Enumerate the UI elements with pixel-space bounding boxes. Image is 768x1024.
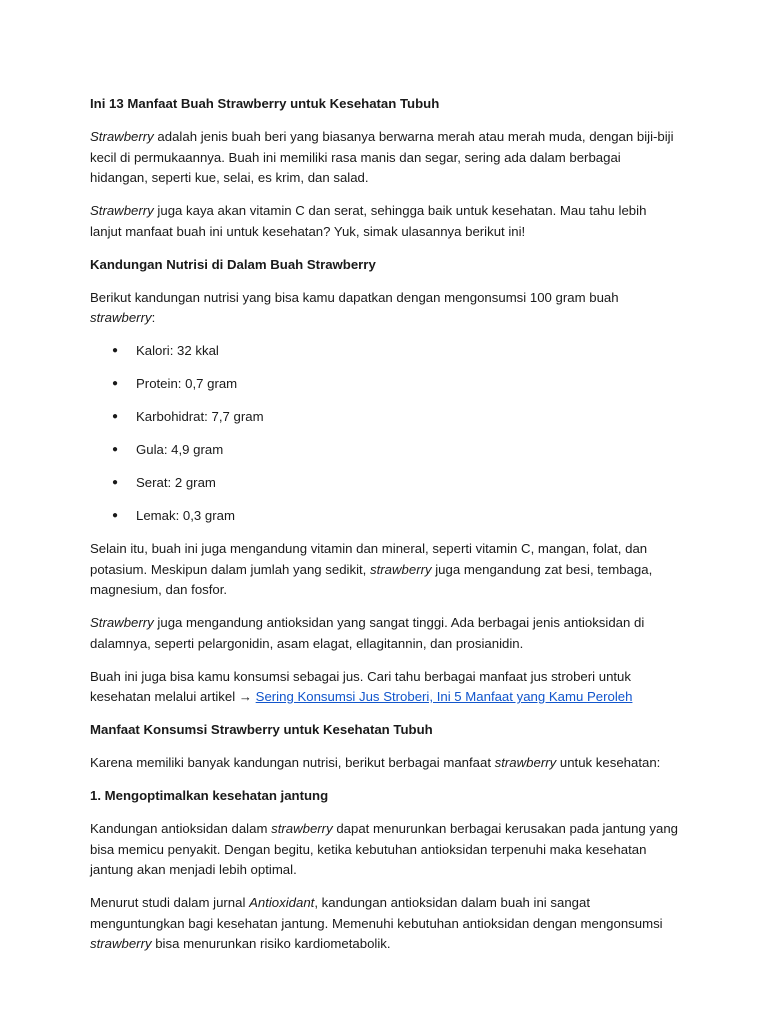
term-strawberry: strawberry bbox=[271, 821, 333, 836]
benefit-text: , kandungan antioksidan dalam buah ini sangat menguntungkan bagi kesehatan jantung. Memenuhi kebutuhan antioksidan dengan mengonsumsi bbox=[90, 895, 663, 931]
list-item bbox=[90, 341, 678, 362]
term-strawberry: strawberry bbox=[494, 755, 557, 770]
benefits-lead-end: untuk kesehatan: bbox=[556, 755, 661, 770]
list-item-text: Lemak: 0,3 gram bbox=[136, 508, 235, 523]
benefit-text: Menurut studi dalam jurnal bbox=[90, 895, 250, 910]
benefit-text: bisa menurunkan risiko kardiometabolik. bbox=[151, 936, 391, 951]
nutrition-lead bbox=[90, 288, 678, 329]
benefit-1-paragraph-2 bbox=[90, 893, 678, 955]
article-link[interactable]: Sering Konsumsi Jus Stroberi, Ini 5 Manfaat yang Kamu Peroleh bbox=[255, 689, 633, 704]
list-item-text: Serat: 2 gram bbox=[136, 475, 216, 490]
term-strawberry: strawberry bbox=[370, 561, 432, 577]
bullet-icon: ● bbox=[112, 345, 119, 356]
term-strawberry: Strawberry bbox=[90, 129, 154, 144]
bullet-icon: ● bbox=[112, 477, 119, 488]
list-item-text: Gula: 4,9 gram bbox=[136, 442, 224, 457]
nutrition-list bbox=[90, 341, 678, 527]
antioxidant-paragraph bbox=[90, 613, 678, 654]
list-item bbox=[90, 407, 678, 428]
benefit-heading-1: 1. Mengoptimalkan kesehatan jantung bbox=[90, 788, 329, 803]
section-heading-nutrition: Kandungan Nutrisi di Dalam Buah Strawberry bbox=[90, 256, 376, 272]
bullet-icon: ● bbox=[112, 444, 119, 455]
juice-text: Buah ini juga bisa kamu konsumsi sebagai jus. Cari tahu berbagai manfaat jus stroberi untuk kesehatan melalui artikel → bbox=[90, 668, 631, 704]
list-item-text: Protein: 0,7 gram bbox=[136, 376, 238, 391]
list-item bbox=[90, 506, 678, 527]
minerals-text-end: juga mengandung zat besi, tembaga, magnesium, dan fosfor. bbox=[90, 561, 653, 597]
antioxidant-text: juga mengandung antioksidan yang sangat tinggi. Ada berbagai jenis antioksidan di dalamnya, seperti pelargonidin, asam elagat, ellagitannin, dan prosianidin. bbox=[90, 615, 645, 651]
list-item bbox=[90, 374, 678, 395]
list-item-text: Karbohidrat: 7,7 gram bbox=[136, 409, 264, 424]
term-strawberry: Strawberry bbox=[90, 203, 154, 218]
bullet-icon: ● bbox=[112, 378, 119, 389]
bullet-icon: ● bbox=[112, 411, 119, 422]
intro-paragraph-2-text: juga kaya akan vitamin C dan serat, sehingga baik untuk kesehatan. Mau tahu lebih lanjut manfaat buah ini untuk kesehatan? Yuk, simak ulasannya berikut ini! bbox=[90, 203, 647, 239]
section-heading-benefits: Manfaat Konsumsi Strawberry untuk Kesehatan Tubuh bbox=[90, 722, 433, 737]
list-item bbox=[90, 440, 678, 461]
benefit-1-paragraph-1 bbox=[90, 819, 678, 881]
minerals-text: Selain itu, buah ini juga mengandung vitamin dan mineral, seperti vitamin C, mangan, folat, dan potasium. Meskipun dalam jumlah yang sedikit, bbox=[90, 541, 648, 577]
benefit-text: dapat menurunkan berbagai kerusakan pada jantung yang bisa memicu penyakit. Dengan begitu, ketika kebutuhan antioksidan terpenuhi maka kesehatan jantung akan menjadi lebih optimal. bbox=[90, 821, 679, 877]
page-title: Ini 13 Manfaat Buah Strawberry untuk Kesehatan Tubuh bbox=[90, 96, 440, 111]
term-strawberry: Strawberry bbox=[90, 615, 154, 630]
benefits-lead bbox=[90, 753, 678, 774]
nutrition-lead-text: Berikut kandungan nutrisi yang bisa kamu dapatkan dengan mengonsumsi 100 gram buah bbox=[90, 289, 619, 305]
term-strawberry: strawberry bbox=[90, 936, 152, 951]
benefits-lead-text: Karena memiliki banyak kandungan nutrisi, berikut berbagai manfaat bbox=[90, 755, 495, 770]
intro-paragraph-1-text: adalah jenis buah beri yang biasanya berwarna merah atau merah muda, dengan biji-biji kecil di permukaannya. Buah ini memiliki rasa manis dan segar, sering ada dalam berbagai hidangan, seperti kue, selai, es krim, dan salad. bbox=[90, 129, 674, 185]
juice-paragraph bbox=[90, 667, 678, 708]
benefit-text: Kandungan antioksidan dalam bbox=[90, 821, 272, 836]
list-item bbox=[90, 473, 678, 494]
nutrition-lead-end: : bbox=[151, 310, 156, 325]
intro-paragraph-1 bbox=[90, 127, 678, 189]
intro-paragraph-2 bbox=[90, 201, 678, 242]
bullet-icon: ● bbox=[112, 510, 119, 521]
term-strawberry: strawberry bbox=[90, 310, 152, 325]
minerals-paragraph bbox=[90, 539, 678, 601]
journal-name: Antioxidant bbox=[249, 895, 315, 910]
list-item-text: Kalori: 32 kkal bbox=[136, 343, 219, 358]
